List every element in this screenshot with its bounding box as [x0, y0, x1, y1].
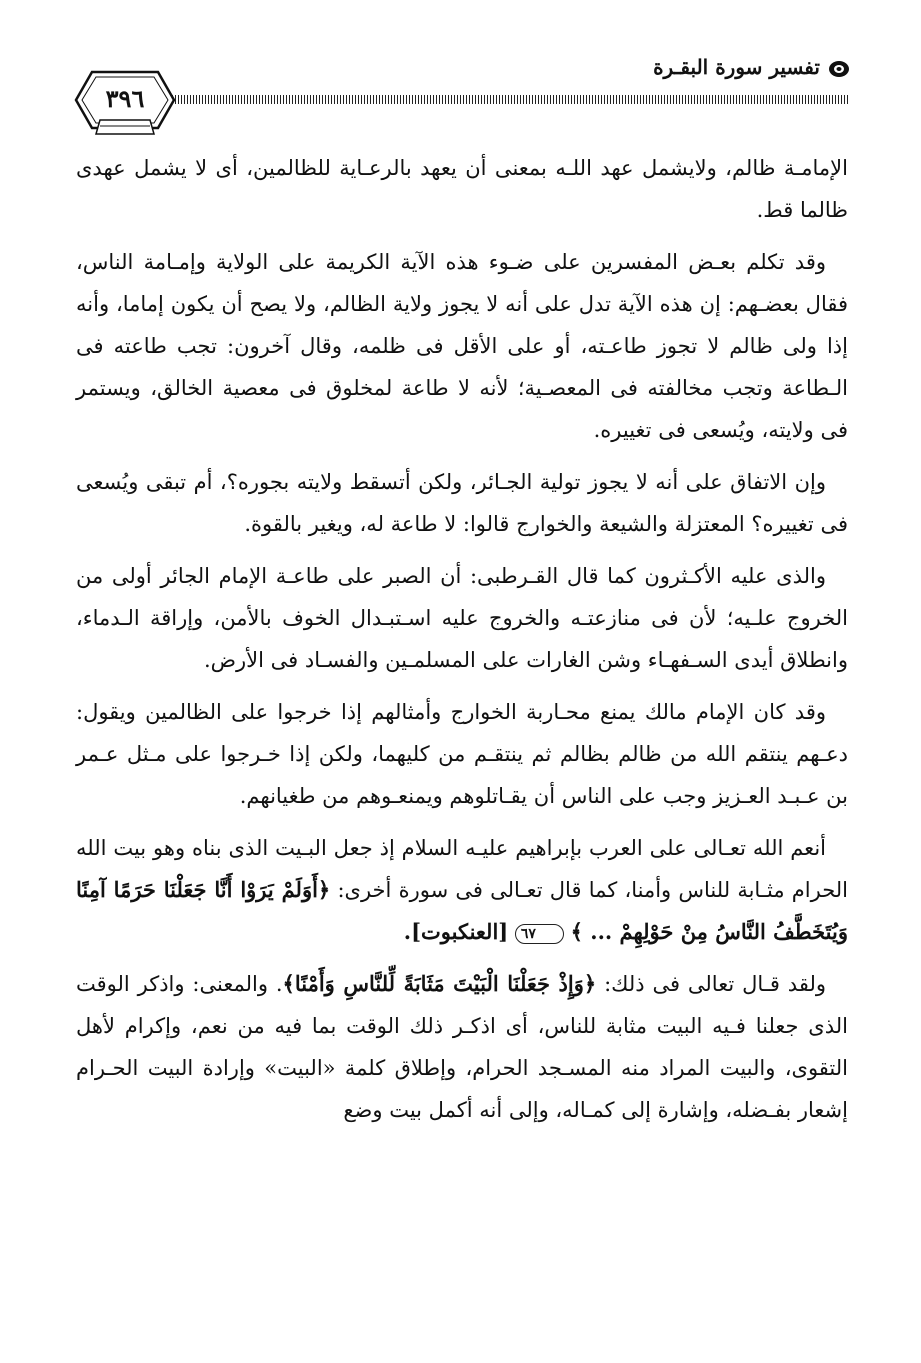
- paragraph: وإن الاتفاق على أنه لا يجوز تولية الجـائر، ولكن أتسقط ولايته بجوره؟، أم تبقى ويُسعى فى تغييره؟ المعتزلة والشيعة والخوارج قالوا: لا طاعة له، ويغير بالقوة.: [76, 470, 848, 536]
- ornament-icon: [828, 60, 850, 78]
- paragraph: والذى عليه الأكـثرون كما قال القـرطبى: أن الصبر على طاعـة الإمام الجائر أولى من الخروج علـيه؛ لأن فى منازعتـه والخروج عليه اسـتبـدال الخوف بالأمن، وإراقة الـدماء، وانطلاق أيدى السـفهـاء وشن الغارات على المسلمـين والفسـاد فى الأرض.: [76, 564, 848, 672]
- page-number-badge: [70, 62, 180, 138]
- paragraph-text: ولقد قـال تعالى فى ذلك:: [596, 972, 826, 996]
- quran-verse: ﴿أَوَلَمْ يَرَوْا أَنَّا جَعَلْنَا حَرَمًا آمِنًا وَيُتَخَطَّفُ النَّاسُ مِنْ حَوْلِهِمْ ... ﴾: [76, 877, 848, 944]
- running-title-text: تفسير سورة البقـرة: [653, 55, 820, 79]
- running-title: [653, 55, 850, 79]
- paragraph-text: أنعم الله تعـالى على العرب بإبراهيم عليـه السلام إذ جعل البـيت الذى بناه وهو بيت الله الحرام مثـابة للناس وأمنا، كما قال تعـالى فى سورة أخرى:: [76, 836, 848, 902]
- ayah-number-marker: ٦٧: [515, 924, 564, 944]
- paragraph: [76, 827, 848, 953]
- paragraph: الإمامـة ظالم، ولايشمل عهد اللـه بمعنى أن يعهد بالرعـاية للظالمين، أى لا يشمل عهدى ظالما قط.: [76, 156, 848, 222]
- page-number: ٣٩٦: [105, 84, 145, 113]
- quran-verse: ﴿وَإِذْ جَعَلْنَا الْبَيْتَ مَثَابَةً لِّلنَّاسِ وَأَمْنًا﴾: [282, 971, 597, 996]
- surah-reference: [العنكبوت].: [403, 919, 509, 944]
- paragraph-text: . والمعنى: واذكر الوقت الذى جعلنا فـيه البيت مثابة للناس، أى اذكـر ذلك الوقت بما فيه من نعم، وإكرام لأهل التقوى، والبيت المراد منه المسـجد الحرام، وإطلاق كلمة «البيت» وإرادة البيت الحـرام إشعار بفـضله، وإشارة إلى كمـاله، وإلى أنه أكمل بيت وضع: [76, 972, 848, 1122]
- paragraph: وقد كان الإمام مالك يمنع محـاربة الخوارج وأمثالهم إذا خرجوا على الظالمين ويقول: دعـهم ينتقم الله من ظالم بظالم ثم ينتقـم من كليهما، ولكن إذا خـرجوا على مـثل عـمر بن عـبـد العـزيز وجب على الناس أن يقـاتلوهم ويمنعـوهم من طغيانهم.: [76, 700, 848, 808]
- page-header: [70, 50, 850, 140]
- header-rule: [160, 95, 850, 104]
- paragraph: وقد تكلم بعـض المفسرين على ضـوء هذه الآية الكريمة على الولاية وإمـامة الناس، فقال بعضـهم: إن هذه الآية تدل على أنه لا يجوز ولاية الظالم، ولا يصح أن يكون إماما، وأنه إذا ولى ظالم لا تجوز طاعـته، أو على الأقل فى ظلمه، وقال آخرون: تجب طاعته فى الـطاعة وتجب مخالفته فى المعصـية؛ لأنه لا طاعة لمخلوق فى معصية الخالق، ويستمر فى ولايته، ويُسعى فى تغييره.: [76, 250, 848, 442]
- paragraph: [76, 963, 848, 1131]
- page-body: [76, 147, 848, 1141]
